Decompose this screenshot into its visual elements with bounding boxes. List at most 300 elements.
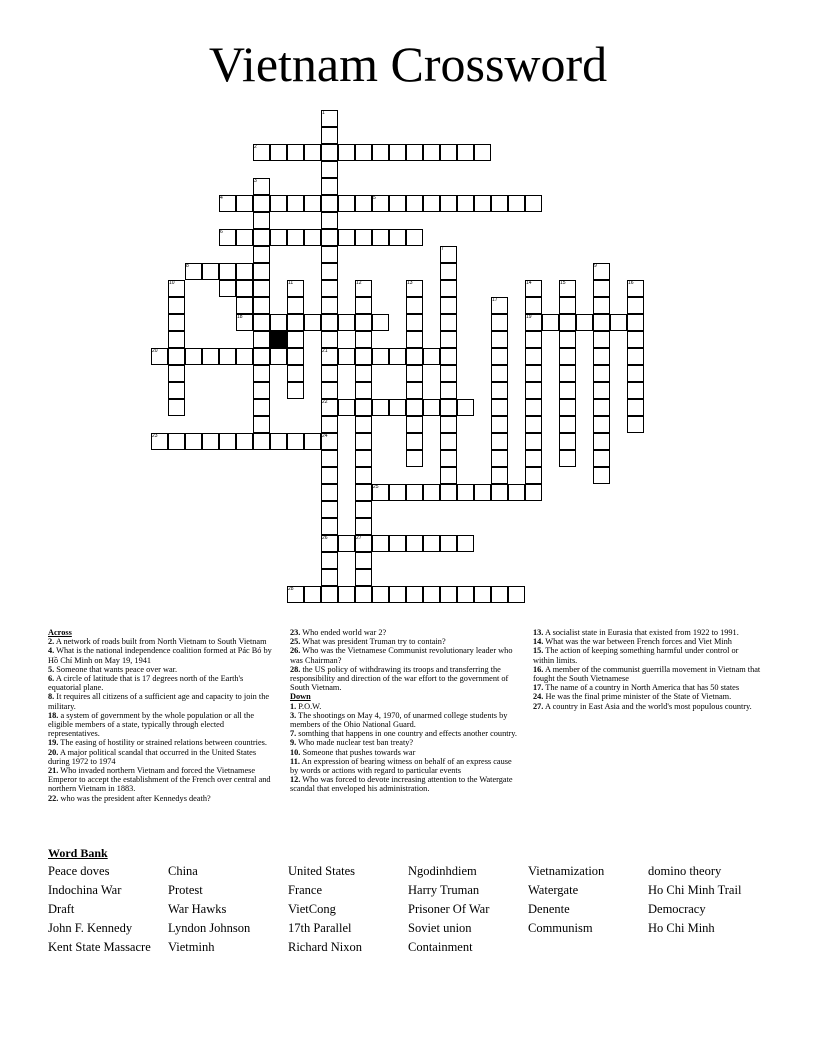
grid-cell[interactable] (372, 399, 389, 416)
clue-item (290, 646, 520, 664)
clue-number-label: 3. (290, 710, 297, 720)
grid-cell[interactable] (593, 280, 610, 297)
grid-cell[interactable] (338, 586, 355, 603)
grid-cell[interactable] (525, 195, 542, 212)
grid-cell-black (270, 331, 287, 348)
grid-cell[interactable] (508, 484, 525, 501)
clue-item (290, 757, 520, 775)
grid-cell[interactable] (287, 195, 304, 212)
grid-cell[interactable] (525, 416, 542, 433)
grid-cell[interactable] (491, 586, 508, 603)
grid-cell[interactable] (321, 212, 338, 229)
grid-cell[interactable] (542, 314, 559, 331)
grid-cell[interactable] (253, 280, 270, 297)
grid-cell[interactable] (389, 399, 406, 416)
grid-cell[interactable] (593, 399, 610, 416)
grid-cell[interactable] (491, 348, 508, 365)
grid-cell[interactable] (559, 399, 576, 416)
grid-cell[interactable] (559, 365, 576, 382)
grid-cell[interactable] (355, 467, 372, 484)
grid-cell[interactable] (321, 484, 338, 501)
clue-item (533, 646, 761, 664)
clue-number-label: 26. (290, 646, 301, 656)
grid-cell[interactable] (593, 416, 610, 433)
grid-cell[interactable] (321, 416, 338, 433)
word-bank-item: Draft (48, 902, 75, 916)
grid-cell[interactable] (457, 144, 474, 161)
grid-cell[interactable] (168, 331, 185, 348)
word-bank-item: War Hawks (168, 902, 227, 916)
grid-cell[interactable] (338, 229, 355, 246)
clue-number: 11 (288, 280, 294, 286)
grid-cell[interactable] (457, 484, 474, 501)
grid-cell[interactable] (355, 433, 372, 450)
grid-cell[interactable] (287, 297, 304, 314)
grid-cell[interactable] (372, 535, 389, 552)
grid-cell[interactable] (219, 348, 236, 365)
grid-cell[interactable] (491, 467, 508, 484)
grid-cell[interactable] (406, 399, 423, 416)
word-bank-item: Communism (528, 921, 593, 935)
clue-item (290, 738, 520, 747)
grid-cell[interactable] (525, 297, 542, 314)
grid-cell[interactable] (372, 144, 389, 161)
grid-cell[interactable] (457, 399, 474, 416)
clue-number: 23 (152, 433, 158, 439)
word-bank-item: Harry Truman (408, 883, 480, 897)
grid-cell[interactable] (406, 195, 423, 212)
grid-cell[interactable] (253, 382, 270, 399)
grid-cell[interactable] (321, 246, 338, 263)
grid-cell[interactable] (338, 144, 355, 161)
grid-cell[interactable] (321, 314, 338, 331)
clue-text: What was president Truman try to contain? (300, 637, 446, 647)
clue-number-label: 11. (290, 756, 300, 766)
grid-cell[interactable] (321, 195, 338, 212)
grid-cell[interactable] (270, 314, 287, 331)
grid-cell[interactable] (236, 263, 253, 280)
grid-cell[interactable] (321, 297, 338, 314)
grid-cell[interactable] (355, 450, 372, 467)
grid-cell[interactable] (355, 297, 372, 314)
grid-cell[interactable] (406, 450, 423, 467)
grid-cell[interactable] (406, 331, 423, 348)
grid-cell[interactable] (304, 144, 321, 161)
clue-number: 3 (254, 178, 257, 184)
grid-cell[interactable] (559, 314, 576, 331)
grid-cell[interactable] (185, 433, 202, 450)
grid-cell[interactable] (202, 433, 219, 450)
grid-cell[interactable] (321, 280, 338, 297)
grid-cell[interactable] (406, 348, 423, 365)
grid-cell[interactable] (457, 586, 474, 603)
grid-cell[interactable] (355, 365, 372, 382)
grid-cell[interactable] (627, 314, 644, 331)
grid-cell[interactable] (389, 348, 406, 365)
grid-cell[interactable] (253, 297, 270, 314)
grid-cell[interactable] (321, 127, 338, 144)
grid-cell[interactable] (406, 586, 423, 603)
word-bank-item: Vietminh (168, 940, 215, 954)
grid-cell[interactable] (559, 450, 576, 467)
grid-cell[interactable] (253, 314, 270, 331)
grid-cell[interactable] (219, 280, 236, 297)
grid-cell[interactable] (321, 382, 338, 399)
clue-number-label: 15. (533, 646, 544, 656)
clue-number-label: 24. (533, 692, 544, 702)
grid-cell[interactable] (304, 433, 321, 450)
grid-cell[interactable] (627, 365, 644, 382)
grid-cell[interactable] (440, 195, 457, 212)
grid-cell[interactable] (491, 331, 508, 348)
grid-cell[interactable] (355, 314, 372, 331)
grid-cell[interactable] (593, 297, 610, 314)
grid-cell[interactable] (559, 297, 576, 314)
clue-text: A socialist state in Eurasia that existed from 1922 to 1991. (543, 628, 739, 637)
grid-cell[interactable] (253, 433, 270, 450)
grid-cell[interactable] (304, 195, 321, 212)
grid-cell[interactable] (389, 144, 406, 161)
grid-cell[interactable] (355, 331, 372, 348)
grid-cell[interactable] (236, 297, 253, 314)
grid-cell[interactable] (304, 229, 321, 246)
grid-cell[interactable] (287, 331, 304, 348)
clue-number: 10 (169, 280, 175, 286)
grid-cell[interactable] (525, 433, 542, 450)
grid-cell[interactable] (355, 416, 372, 433)
clue-item (533, 692, 761, 701)
grid-cell[interactable] (304, 314, 321, 331)
grid-cell[interactable] (253, 229, 270, 246)
clue-text: A network of roads built from North Vietnam to South Vietnam (54, 637, 267, 647)
grid-cell[interactable] (559, 382, 576, 399)
grid-cell[interactable] (440, 365, 457, 382)
grid-cell[interactable] (559, 433, 576, 450)
grid-cell[interactable] (355, 552, 372, 569)
grid-cell[interactable] (321, 552, 338, 569)
clue-number-label: 17. (533, 683, 544, 693)
grid-cell[interactable] (610, 314, 627, 331)
grid-cell[interactable] (423, 586, 440, 603)
clue-number-label: 18. (48, 710, 59, 720)
grid-cell[interactable] (440, 382, 457, 399)
clue-number-label: 16. (533, 664, 544, 674)
across-clue-list (48, 637, 273, 803)
grid-cell[interactable] (627, 416, 644, 433)
grid-cell[interactable] (593, 450, 610, 467)
grid-cell[interactable] (253, 365, 270, 382)
grid-cell[interactable] (304, 586, 321, 603)
word-bank-item: Soviet union (408, 921, 472, 935)
grid-cell[interactable] (287, 348, 304, 365)
grid-cell[interactable] (593, 365, 610, 382)
grid-cell[interactable] (168, 399, 185, 416)
grid-cell[interactable] (559, 348, 576, 365)
grid-cell[interactable] (287, 144, 304, 161)
grid-cell[interactable] (270, 348, 287, 365)
grid-cell[interactable] (355, 382, 372, 399)
grid-cell[interactable] (491, 450, 508, 467)
grid-cell[interactable] (253, 399, 270, 416)
grid-cell[interactable] (525, 450, 542, 467)
grid-cell[interactable] (525, 382, 542, 399)
grid-cell[interactable] (440, 297, 457, 314)
grid-cell[interactable] (440, 586, 457, 603)
grid-cell[interactable] (338, 195, 355, 212)
clue-number: 9 (594, 263, 597, 269)
grid-cell[interactable] (236, 348, 253, 365)
clue-number: 28 (288, 586, 294, 592)
grid-cell[interactable] (202, 348, 219, 365)
clue-number: 14 (526, 280, 532, 286)
grid-cell[interactable] (321, 178, 338, 195)
grid-cell[interactable] (219, 263, 236, 280)
grid-cell[interactable] (406, 144, 423, 161)
grid-cell[interactable] (440, 416, 457, 433)
grid-cell[interactable] (559, 416, 576, 433)
grid-cell[interactable] (253, 263, 270, 280)
grid-cell[interactable] (440, 144, 457, 161)
clue-item (533, 628, 761, 637)
grid-cell[interactable] (321, 229, 338, 246)
grid-cell[interactable] (627, 297, 644, 314)
grid-cell[interactable] (593, 467, 610, 484)
grid-cell[interactable] (440, 450, 457, 467)
grid-cell[interactable] (321, 161, 338, 178)
grid-cell[interactable] (440, 263, 457, 280)
grid-cell[interactable] (559, 331, 576, 348)
grid-cell[interactable] (321, 450, 338, 467)
grid-cell[interactable] (508, 195, 525, 212)
word-bank-item: Protest (168, 883, 203, 897)
grid-cell[interactable] (457, 535, 474, 552)
clue-number-label: 27. (533, 701, 544, 711)
grid-cell[interactable] (202, 263, 219, 280)
clue-number-label: 4. (48, 646, 55, 656)
grid-cell[interactable] (236, 229, 253, 246)
grid-cell[interactable] (406, 314, 423, 331)
grid-cell[interactable] (440, 433, 457, 450)
grid-cell[interactable] (253, 416, 270, 433)
grid-cell[interactable] (423, 195, 440, 212)
grid-cell[interactable] (270, 144, 287, 161)
clue-number: 26 (322, 535, 328, 541)
grid-cell[interactable] (423, 484, 440, 501)
grid-cell[interactable] (287, 365, 304, 382)
grid-cell[interactable] (406, 433, 423, 450)
grid-cell[interactable] (457, 195, 474, 212)
grid-cell[interactable] (355, 518, 372, 535)
grid-cell[interactable] (525, 348, 542, 365)
grid-cell[interactable] (474, 195, 491, 212)
grid-cell[interactable] (474, 586, 491, 603)
clue-item (48, 674, 273, 692)
grid-cell[interactable] (372, 229, 389, 246)
grid-cell[interactable] (168, 365, 185, 382)
grid-cell[interactable] (627, 348, 644, 365)
grid-cell[interactable] (168, 433, 185, 450)
clue-item (48, 692, 273, 710)
grid-cell[interactable] (627, 399, 644, 416)
clue-number-label: 12. (290, 775, 301, 785)
clue-number-label: 13. (533, 628, 544, 637)
grid-cell[interactable] (406, 297, 423, 314)
grid-cell[interactable] (321, 144, 338, 161)
grid-cell[interactable] (338, 314, 355, 331)
grid-cell[interactable] (185, 348, 202, 365)
grid-cell[interactable] (287, 229, 304, 246)
grid-cell[interactable] (168, 297, 185, 314)
clue-text: A major political scandal that occurred in the United States during 1972 to 1974 (48, 747, 257, 766)
word-bank-item: United States (288, 864, 356, 878)
grid-cell[interactable] (525, 365, 542, 382)
grid-cell[interactable] (321, 467, 338, 484)
grid-cell[interactable] (389, 229, 406, 246)
grid-cell[interactable] (423, 144, 440, 161)
grid-cell[interactable] (627, 382, 644, 399)
grid-cell[interactable] (219, 433, 236, 450)
grid-cell[interactable] (440, 467, 457, 484)
grid-cell[interactable] (525, 467, 542, 484)
grid-cell[interactable] (372, 314, 389, 331)
grid-cell[interactable] (440, 314, 457, 331)
grid-cell[interactable] (270, 195, 287, 212)
grid-cell[interactable] (474, 484, 491, 501)
clue-text: The name of a country in North America that has 50 states (543, 683, 740, 693)
grid-cell[interactable] (491, 365, 508, 382)
grid-cell[interactable] (389, 484, 406, 501)
grid-cell[interactable] (236, 280, 253, 297)
word-bank-item: Containment (408, 940, 473, 954)
grid-cell[interactable] (355, 586, 372, 603)
clue-number-label: 28. (290, 664, 301, 674)
grid-cell[interactable] (627, 331, 644, 348)
grid-cell[interactable] (355, 501, 372, 518)
grid-cell[interactable] (338, 348, 355, 365)
grid-cell[interactable] (321, 586, 338, 603)
grid-cell[interactable] (593, 331, 610, 348)
grid-cell[interactable] (253, 212, 270, 229)
grid-cell[interactable] (576, 314, 593, 331)
grid-cell[interactable] (338, 535, 355, 552)
grid-cell[interactable] (440, 280, 457, 297)
grid-cell[interactable] (321, 331, 338, 348)
clue-number-label: 1. (290, 701, 297, 711)
grid-cell[interactable] (525, 399, 542, 416)
clue-item (48, 637, 273, 646)
grid-cell[interactable] (593, 348, 610, 365)
grid-cell[interactable] (389, 586, 406, 603)
grid-cell[interactable] (372, 586, 389, 603)
grid-cell[interactable] (440, 331, 457, 348)
grid-cell[interactable] (406, 229, 423, 246)
grid-cell[interactable] (372, 348, 389, 365)
grid-cell[interactable] (355, 484, 372, 501)
grid-cell[interactable] (508, 586, 525, 603)
down-heading: Down (290, 692, 311, 702)
grid-cell[interactable] (355, 144, 372, 161)
grid-cell[interactable] (355, 569, 372, 586)
grid-cell[interactable] (270, 433, 287, 450)
grid-cell[interactable] (406, 416, 423, 433)
grid-cell[interactable] (593, 433, 610, 450)
grid-cell[interactable] (270, 229, 287, 246)
grid-cell[interactable] (593, 382, 610, 399)
grid-cell[interactable] (321, 263, 338, 280)
grid-cell[interactable] (423, 348, 440, 365)
clue-text: Who was the Vietnamese Communist revolutionary leader who was Chairman? (290, 646, 513, 665)
grid-cell[interactable] (491, 416, 508, 433)
grid-cell[interactable] (525, 484, 542, 501)
grid-cell[interactable] (440, 535, 457, 552)
clue-text: P.O.W. (296, 701, 322, 711)
word-bank-item: Vietnamization (528, 864, 605, 878)
grid-cell[interactable] (287, 382, 304, 399)
grid-cell[interactable] (474, 144, 491, 161)
grid-cell[interactable] (338, 399, 355, 416)
grid-cell[interactable] (491, 382, 508, 399)
grid-cell[interactable] (236, 195, 253, 212)
grid-cell[interactable] (440, 484, 457, 501)
grid-cell[interactable] (168, 314, 185, 331)
grid-cell[interactable] (593, 314, 610, 331)
grid-cell[interactable] (355, 229, 372, 246)
grid-cell[interactable] (406, 382, 423, 399)
clue-item (290, 702, 520, 711)
grid-cell[interactable] (287, 314, 304, 331)
grid-cell[interactable] (525, 331, 542, 348)
grid-cell[interactable] (168, 382, 185, 399)
grid-cell[interactable] (491, 195, 508, 212)
grid-cell[interactable] (253, 246, 270, 263)
grid-cell[interactable] (253, 348, 270, 365)
grid-cell[interactable] (321, 569, 338, 586)
grid-cell[interactable] (406, 484, 423, 501)
grid-cell[interactable] (491, 314, 508, 331)
grid-cell[interactable] (440, 399, 457, 416)
grid-cell[interactable] (236, 433, 253, 450)
clues-column-2 (290, 628, 520, 794)
grid-cell[interactable] (406, 365, 423, 382)
word-bank-item: France (288, 883, 323, 897)
word-bank-item: Kent State Massacre (48, 940, 151, 954)
grid-cell[interactable] (423, 535, 440, 552)
grid-cell[interactable] (491, 484, 508, 501)
grid-cell[interactable] (287, 433, 304, 450)
grid-cell[interactable] (253, 331, 270, 348)
word-bank-item: Prisoner Of War (408, 902, 490, 916)
grid-cell[interactable] (440, 348, 457, 365)
clues-column-3 (533, 628, 761, 711)
grid-cell[interactable] (389, 195, 406, 212)
grid-cell[interactable] (321, 518, 338, 535)
grid-cell[interactable] (321, 365, 338, 382)
grid-cell[interactable] (355, 348, 372, 365)
grid-cell[interactable] (491, 433, 508, 450)
grid-cell[interactable] (355, 195, 372, 212)
clue-number: 27 (356, 535, 362, 541)
grid-cell[interactable] (423, 399, 440, 416)
grid-cell[interactable] (253, 195, 270, 212)
clue-text: Who invaded northern Vietnam and forced the Vietnamese Emperor to accept the establishment of the French over central and northern Vietnam in 1883. (48, 766, 271, 794)
grid-cell[interactable] (355, 399, 372, 416)
grid-cell[interactable] (389, 535, 406, 552)
grid-cell[interactable] (168, 348, 185, 365)
grid-cell[interactable] (321, 501, 338, 518)
grid-cell[interactable] (491, 399, 508, 416)
clue-item (290, 748, 520, 757)
grid-cell[interactable] (406, 535, 423, 552)
